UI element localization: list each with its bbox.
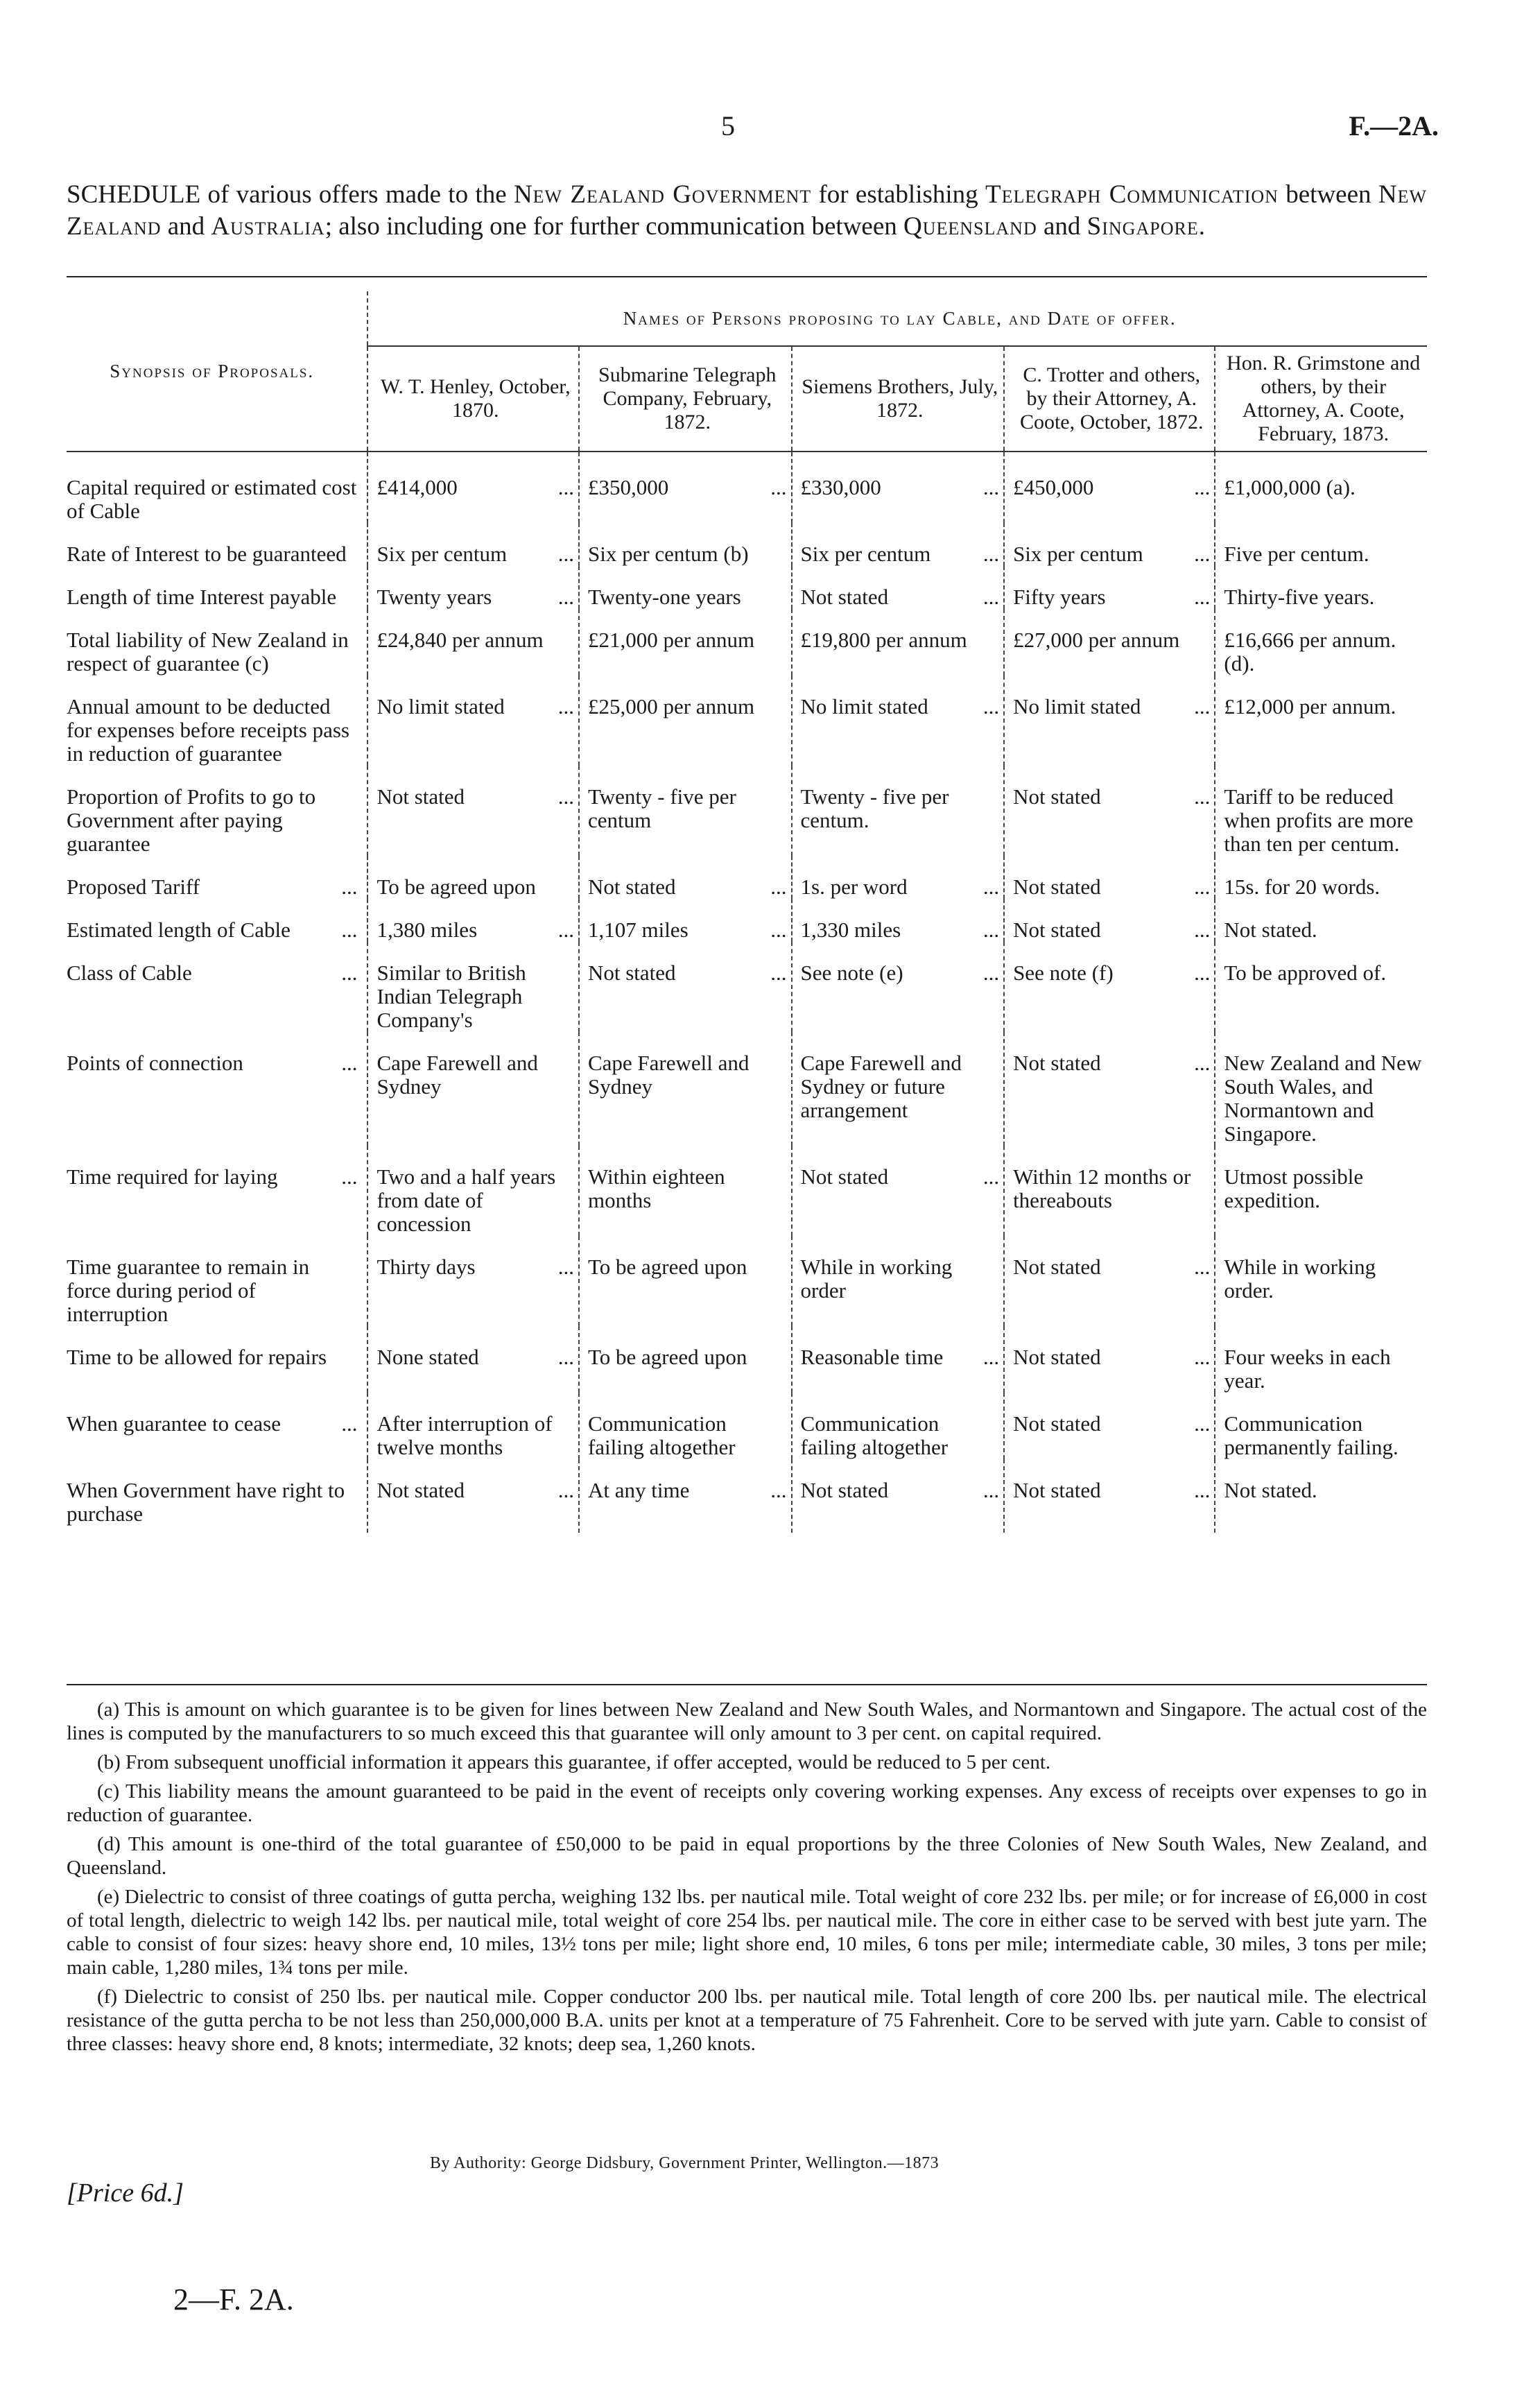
price-label: [Price 6d.]: [67, 2178, 184, 2208]
table-cell: ... 1,380 miles: [367, 899, 579, 942]
table-cell: ... Not stated: [367, 1459, 579, 1533]
table-cell: ... At any time: [579, 1459, 792, 1533]
table-cell: While in working order.: [1215, 1236, 1427, 1326]
row-label: Annual amount to be deducted for expenses before receipts pass in reduction of guarantee: [67, 694, 349, 766]
table-cell: ... Not stated: [1004, 766, 1215, 856]
printer-authority: By Authority: George Didsbury, Government Printer, Wellington.—1873: [430, 2154, 940, 2172]
table-cell: ... No limit stated: [367, 676, 579, 766]
table-cell: Not stated.: [1215, 1459, 1427, 1533]
table-cell: ... Not stated: [1004, 1032, 1215, 1146]
row-label: Time to be allowed for repairs: [67, 1345, 327, 1369]
table-row: [67, 1459, 1427, 1533]
table-cell: New Zealand and New South Wales, and Normantown and Singapore.: [1215, 1032, 1427, 1146]
row-label: ... Class of Cable: [67, 961, 358, 985]
footnote: (c) This liability means the amount guaranteed to be paid in the event of receipts only covering working expenses. Any excess of receipts over expenses to go in reduction of guarantee.: [67, 1780, 1427, 1826]
table-cell: Utmost possible expedition.: [1215, 1146, 1427, 1236]
row-label: Time guarantee to remain in force during period of interruption: [67, 1255, 310, 1326]
footnote: (e) Dielectric to consist of three coatings of gutta percha, weighing 132 lbs. per nautical mile. Total weight of core 232 lbs. per mile; or for increase of £6,000 in cost of total length, dielectric to weigh 142 lbs. per nautical mile, total weight of core 254 lbs. per nautical mile. The core in either case to be served with best jute yarn. The cable to consist of four sizes: heavy shore end, 10 miles, 13½ tons per mile; light shore end, 10 miles, 6 tons per mile; intermediate cable, 30 miles, 3 tons per mile; main cable, 1,280 miles, 1¾ tons per mile.: [67, 1886, 1427, 1979]
table-row: [67, 1236, 1427, 1326]
table-cell: Twenty - five per centum.: [792, 766, 1005, 856]
top-rule: [67, 276, 1427, 277]
footnote: (f) Dielectric to consist of 250 lbs. per nautical mile. Copper conductor 200 lbs. per nautical mile. Total length of core 200 lbs. per nautical mile. The electrical resistance of the gutta percha to be not less than 250,000,000 B.A. units per knot at a temperature of 75 Fahrenheit. Core to be served with jute yarn. Cable to consist of three classes: heavy shore end, 8 knots; intermediate, 32 knots; deep sea, 1,260 knots.: [67, 1986, 1427, 2055]
table-cell: ... Fifty years: [1004, 566, 1215, 609]
table-row: [67, 1326, 1427, 1393]
table-cell: Six per centum (b): [579, 523, 792, 566]
table-cell: ... Not stated: [1004, 1236, 1215, 1326]
table-cell: ... Not stated: [579, 942, 792, 1032]
names-heading: Names of Persons proposing to lay Cable, and Date of offer.: [367, 291, 1427, 346]
table-cell: £12,000 per annum.: [1215, 676, 1427, 766]
table-cell: ... Thirty days: [367, 1236, 579, 1326]
footnote: (a) This is amount on which guarantee is to be given for lines between New Zealand and New South Wales, and Normantown and Singapore. The actual cost of the lines is computed by the manufacturers to so much exceed this that guarantee will only amount to 3 per cent. on capital required.: [67, 1699, 1427, 1744]
table-cell: ... Not stated: [579, 856, 792, 899]
table-row: [67, 1146, 1427, 1236]
table-cell: Tariff to be reduced when profits are more than ten per centum.: [1215, 766, 1427, 856]
table-row: [67, 1032, 1427, 1146]
synopsis-heading: Synopsis of Proposals.: [67, 291, 367, 452]
table-cell: ... Not stated: [367, 766, 579, 856]
table-cell: ... Not stated: [1004, 1326, 1215, 1393]
table-row: [67, 856, 1427, 899]
row-label: ... Points of connection: [67, 1051, 358, 1075]
table-cell: £24,840 per annum: [367, 609, 579, 676]
bottom-rule: [67, 1684, 1427, 1685]
row-label: Total liability of New Zealand in respect of guarantee (c): [67, 628, 349, 676]
footer-reference: 2—F. 2A.: [173, 2282, 294, 2316]
table-cell: ... £450,000: [1004, 452, 1215, 523]
row-label: Proportion of Profits to go to Government after paying guarantee: [67, 784, 316, 856]
table-cell: ... 1,107 miles: [579, 899, 792, 942]
table-row: [67, 452, 1427, 523]
table-cell: While in working order: [792, 1236, 1005, 1326]
footnotes: [67, 1698, 1427, 2061]
table-cell: Communication failing altogether: [792, 1393, 1005, 1459]
table-cell: Within eighteen months: [579, 1146, 792, 1236]
table-cell: £27,000 per annum: [1004, 609, 1215, 676]
schedule-title: SCHEDULE of various offers made to the New Zealand Government for establishing Telegraph Communication between New Zealand and Australia; also including one for further communication between Queensland and Singapore.: [67, 180, 1428, 241]
row-label: When Government have right to purchase: [67, 1478, 345, 1526]
table-cell: ... £350,000: [579, 452, 792, 523]
table-cell: Thirty-five years.: [1215, 566, 1427, 609]
row-label: ... When guarantee to cease: [67, 1411, 358, 1436]
table-cell: To be agreed upon: [367, 856, 579, 899]
proposals-table: [67, 291, 1427, 1533]
table-row: [67, 899, 1427, 942]
table-cell: ... See note (e): [792, 942, 1005, 1032]
table-cell: ... £414,000: [367, 452, 579, 523]
table-cell: ... Not stated: [1004, 1393, 1215, 1459]
row-label: ... Time required for laying: [67, 1164, 358, 1189]
table-cell: £19,800 per annum: [792, 609, 1005, 676]
table-row: [67, 1393, 1427, 1459]
table-cell: Communication failing altogether: [579, 1393, 792, 1459]
row-label: ... Proposed Tariff: [67, 875, 358, 899]
table-cell: ... 1s. per word: [792, 856, 1005, 899]
proposer-heading: W. T. Henley, October, 1870.: [367, 346, 579, 452]
table-cell: Cape Farewell and Sydney: [579, 1032, 792, 1146]
proposer-heading: C. Trotter and others, by their Attorney, A. Coote, October, 1872.: [1004, 346, 1215, 452]
table-cell: ... See note (f): [1004, 942, 1215, 1032]
row-label: ... Estimated length of Cable: [67, 918, 358, 942]
table-cell: ... Not stated: [792, 566, 1005, 609]
table-cell: Not stated.: [1215, 899, 1427, 942]
table-cell: ... Six per centum: [367, 523, 579, 566]
table-cell: £16,666 per annum. (d).: [1215, 609, 1427, 676]
table-cell: ... 1,330 miles: [792, 899, 1005, 942]
table-cell: 15s. for 20 words.: [1215, 856, 1427, 899]
table-cell: Twenty - five per centum: [579, 766, 792, 856]
page-number: 5: [721, 110, 735, 141]
table-cell: ... Not stated: [1004, 899, 1215, 942]
table-cell: After interruption of twelve months: [367, 1393, 579, 1459]
table-cell: ... No limit stated: [1004, 676, 1215, 766]
table-cell: To be agreed upon: [579, 1236, 792, 1326]
table-cell: Twenty-one years: [579, 566, 792, 609]
table-cell: ... Six per centum: [792, 523, 1005, 566]
proposer-heading: Hon. R. Grimstone and others, by their Attorney, A. Coote, February, 1873.: [1215, 346, 1427, 452]
row-label: Rate of Interest to be guaranteed: [67, 542, 347, 566]
table-row: [67, 566, 1427, 609]
table-cell: Communication permanently failing.: [1215, 1393, 1427, 1459]
proposer-heading: Siemens Brothers, July, 1872.: [792, 346, 1005, 452]
table-cell: Cape Farewell and Sydney: [367, 1032, 579, 1146]
table-cell: ... £330,000: [792, 452, 1005, 523]
table-cell: Four weeks in each year.: [1215, 1326, 1427, 1393]
table-cell: ... Not stated: [1004, 856, 1215, 899]
table-row: [67, 942, 1427, 1032]
table-row: [67, 676, 1427, 766]
table-cell: £21,000 per annum: [579, 609, 792, 676]
table-cell: ... Not stated: [792, 1146, 1005, 1236]
table-cell: £1,000,000 (a).: [1215, 452, 1427, 523]
row-label: Length of time Interest payable: [67, 585, 337, 609]
table-cell: Cape Farewell and Sydney or future arrangement: [792, 1032, 1005, 1146]
table-cell: ... None stated: [367, 1326, 579, 1393]
table-cell: Five per centum.: [1215, 523, 1427, 566]
document-reference: F.—2A.: [1349, 110, 1439, 141]
table-cell: Two and a half years from date of concession: [367, 1146, 579, 1236]
footnote: (d) This amount is one-third of the total guarantee of £50,000 to be paid in equal proportions by the three Colonies of New South Wales, New Zealand, and Queensland.: [67, 1833, 1427, 1879]
table-cell: ... Twenty years: [367, 566, 579, 609]
table-cell: To be approved of.: [1215, 942, 1427, 1032]
table-cell: £25,000 per annum: [579, 676, 792, 766]
table-row: [67, 523, 1427, 566]
table-cell: ... Not stated: [792, 1459, 1005, 1533]
row-label: Capital required or estimated cost of Cable: [67, 475, 357, 523]
table-cell: Within 12 months or thereabouts: [1004, 1146, 1215, 1236]
table-cell: ... Not stated: [1004, 1459, 1215, 1533]
table-cell: ... Six per centum: [1004, 523, 1215, 566]
table-row: [67, 766, 1427, 856]
table-cell: Similar to British Indian Telegraph Company's: [367, 942, 579, 1032]
table-cell: ... No limit stated: [792, 676, 1005, 766]
footnote: (b) From subsequent unofficial information it appears this guarantee, if offer accepted, would be reduced to 5 per cent.: [97, 1751, 1051, 1773]
proposer-heading: Submarine Telegraph Company, February, 1872.: [579, 346, 792, 452]
table-cell: ... Reasonable time: [792, 1326, 1005, 1393]
table-cell: To be agreed upon: [579, 1326, 792, 1393]
table-row: [67, 609, 1427, 676]
